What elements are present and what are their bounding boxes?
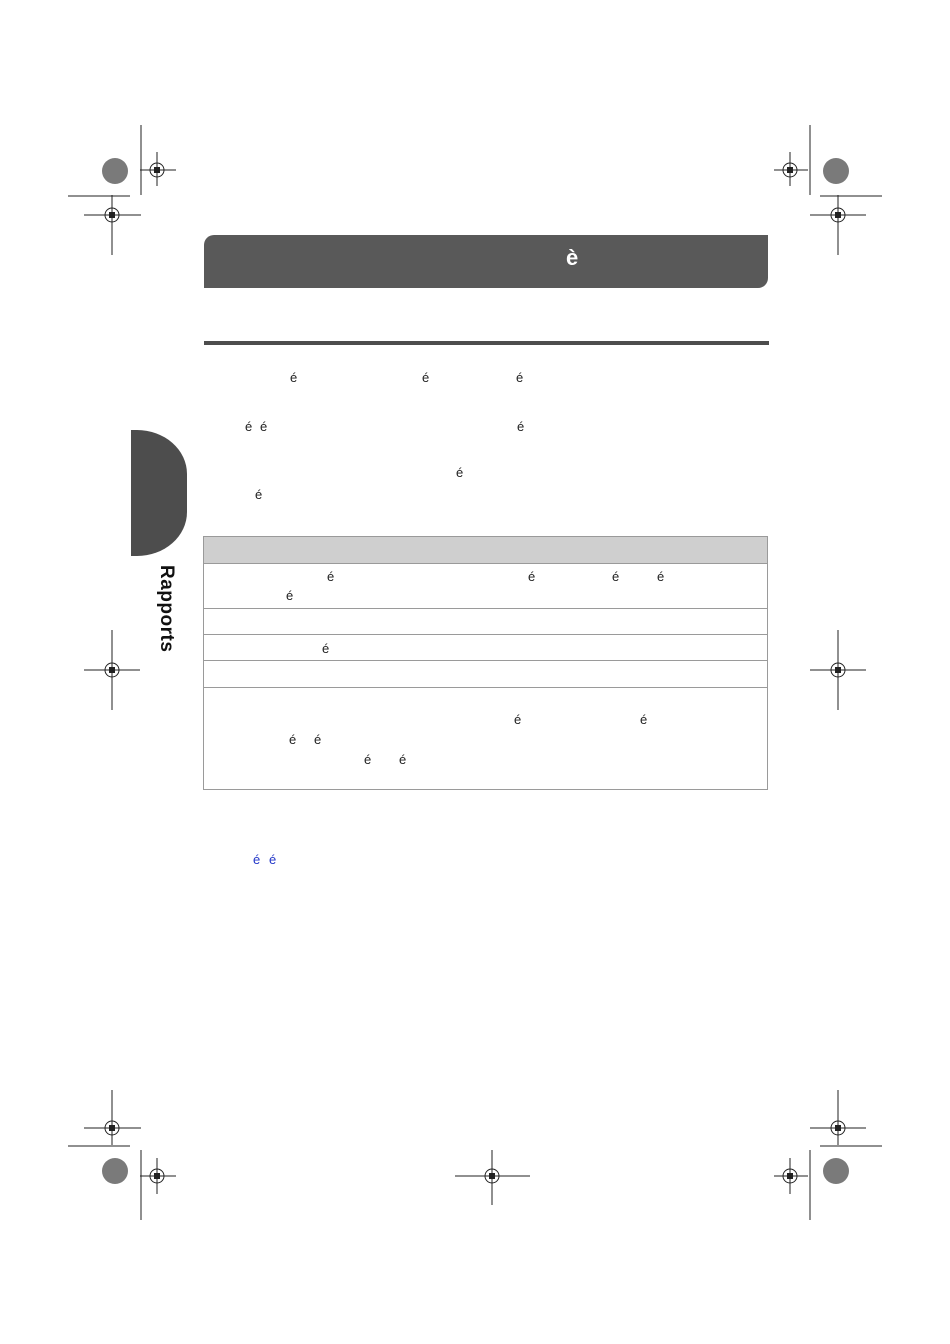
paragraph-2-char: é [245,419,253,434]
table-row-char: é [612,569,620,584]
table-row-char: é [514,712,522,727]
table-row-char: é [286,588,294,603]
table-row-char: é [327,569,335,584]
chapter-title: è [566,245,579,270]
paragraph-1-char: é [290,370,298,385]
paragraph-2-char: é [517,419,525,434]
table-row-char: é [528,569,536,584]
table-row-char: é [399,752,407,767]
table-row-char: é [364,752,372,767]
table-divider [204,687,767,688]
cross-reference-link[interactable]: é [253,852,261,867]
table-row-char: é [657,569,665,584]
info-table [203,536,768,790]
table-row-char: é [314,732,322,747]
chapter-banner [204,235,768,288]
paragraph-1-char: é [422,370,430,385]
cross-reference-link[interactable]: é [269,852,277,867]
paragraph-2-char: é [260,419,268,434]
table-row-char: é [289,732,297,747]
table-row-char: é [322,641,330,656]
table-divider [204,660,767,661]
paragraph-3-char: é [456,465,464,480]
table-divider [204,634,767,635]
section-rule [204,341,769,345]
paragraph-1-char: é [516,370,524,385]
paragraph-3-char: é [255,487,263,502]
table-row-char: é [640,712,648,727]
side-tab-label: Rapports [156,565,177,653]
table-divider [204,608,767,609]
table-header [204,537,767,564]
